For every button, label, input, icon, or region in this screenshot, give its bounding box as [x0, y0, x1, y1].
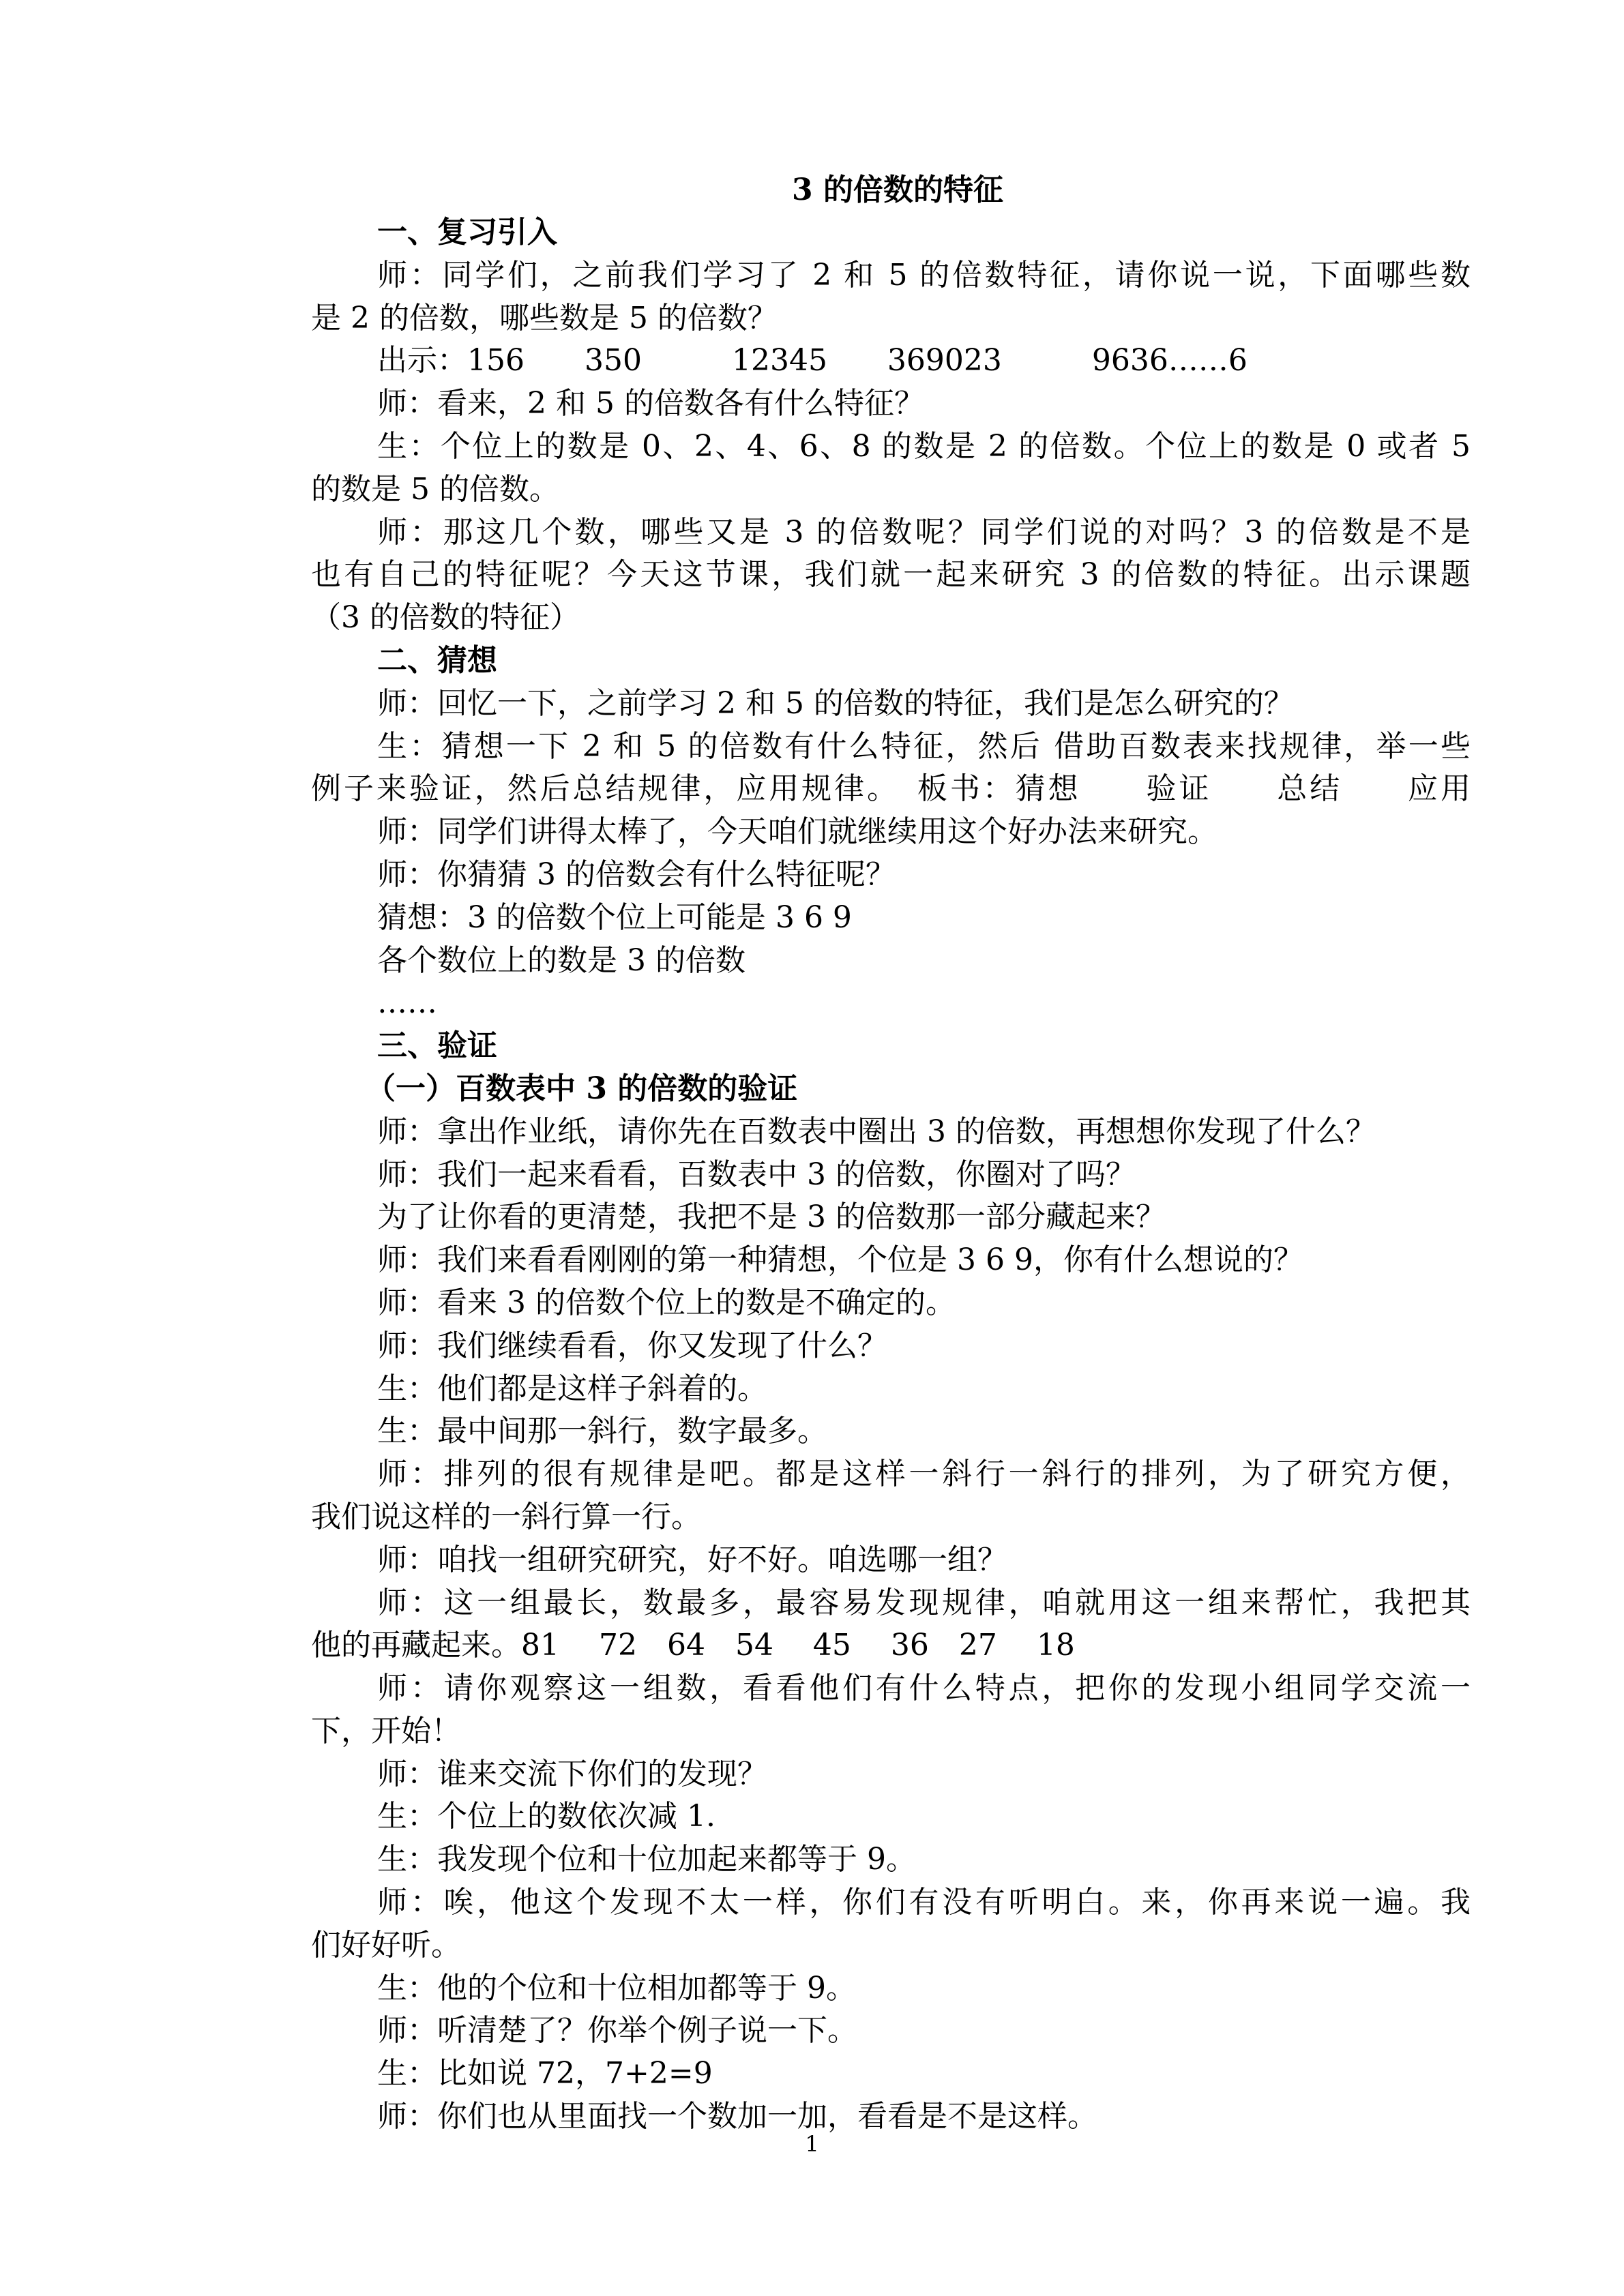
- paragraph-line: 师：听清楚了？你举个例子说一下。: [377, 2013, 857, 2048]
- paragraph-line: 他的再藏起来。81 72 64 54 45 36 27 18: [311, 1628, 1075, 1663]
- paragraph-line: 各个数位上的数是 3 的倍数: [377, 942, 745, 978]
- paragraph-line: 师：你们也从里面找一个数加一加，看看是不是这样。: [377, 2099, 1097, 2134]
- paragraph-line: ……: [377, 985, 437, 1021]
- paragraph-line: 生：最中间那一斜行，数字最多。: [377, 1414, 827, 1449]
- paragraph-line: 是 2 的倍数，哪些数是 5 的倍数？: [311, 300, 778, 336]
- paragraph-line: 为了让你看的更清楚，我把不是 3 的倍数那一部分藏起来？: [377, 1199, 1166, 1235]
- document-body: [311, 169, 1471, 2138]
- page-number: 1: [805, 2131, 819, 2157]
- paragraph-line: 师：同学们，之前我们学习了 2 和 5 的倍数特征，请你说一说，下面哪些数: [377, 257, 1471, 293]
- paragraph-line: 下，开始！: [311, 1713, 461, 1748]
- paragraph-line: 师：同学们讲得太棒了，今天咱们就继续用这个好办法来研究。: [377, 814, 1217, 850]
- paragraph-line: 师：我们来看看刚刚的第一种猜想，个位是 3 6 9，你有什么想说的？: [377, 1242, 1303, 1278]
- paragraph-line: 也有自己的特征呢？今天这节课，我们就一起来研究 3 的倍数的特征。出示课题: [311, 557, 1471, 593]
- paragraph-line: 师：我们继续看看，你又发现了什么？: [377, 1328, 887, 1363]
- paragraph-line: 们好好听。: [311, 1927, 461, 1963]
- subsection-heading-hundred-chart: （一）百数表中 3 的倍数的验证: [366, 1071, 798, 1106]
- paragraph-line: 师：这一组最长，数最多，最容易发现规律，咱就用这一组来帮忙，我把其: [377, 1585, 1471, 1620]
- paragraph-line: 师：排列的很有规律是吧。都是这样一斜行一斜行的排列，为了研究方便，: [377, 1457, 1471, 1492]
- section-heading-verify: 三、验证: [377, 1028, 497, 1064]
- paragraph-line: 师：拿出作业纸，请你先在百数表中圈出 3 的倍数，再想想你发现了什么？: [377, 1114, 1376, 1149]
- paragraph-line: 师：谁来交流下你们的发现？: [377, 1756, 767, 1791]
- paragraph-line: 师：咱找一组研究研究，好不好。咱选哪一组？: [377, 1542, 1007, 1577]
- paragraph-line: 生：个位上的数是 0、2、4、6、8 的数是 2 的倍数。个位上的数是 0 或者 5: [377, 428, 1471, 464]
- paragraph-line: 生：我发现个位和十位加起来都等于 9。: [377, 1842, 916, 1877]
- section-heading-guess: 二、猜想: [377, 642, 497, 678]
- document-title: 3 的倍数的特征: [792, 173, 1003, 207]
- paragraph-line: 师：请你观察这一组数，看看他们有什么特点，把你的发现小组同学交流一: [377, 1671, 1471, 1706]
- paragraph-line: 我们说这样的一斜行算一行。: [311, 1499, 701, 1534]
- paragraph-line: 猜想：3 的倍数个位上可能是 3 6 9: [377, 899, 852, 935]
- paragraph-line: 生：猜想一下 2 和 5 的倍数有什么特征，然后 借助百数表来找规律，举一些: [377, 728, 1471, 764]
- paragraph-line: 出示：156 350 12345 369023 9636……6: [377, 343, 1247, 378]
- paragraph-line: 师：看来，2 和 5 的倍数各有什么特征？: [377, 386, 924, 421]
- paragraph-line: 生：他们都是这样子斜着的。: [377, 1371, 767, 1406]
- paragraph-line: 师：看来 3 的倍数个位上的数是不确定的。: [377, 1285, 956, 1320]
- paragraph-line: 师：回忆一下，之前学习 2 和 5 的倍数的特征，我们是怎么研究的？: [377, 685, 1294, 721]
- paragraph-line: （3 的倍数的特征）: [311, 600, 580, 636]
- section-heading-review: 一、复习引入: [377, 215, 557, 250]
- paragraph-line: 生：个位上的数依次减 1.: [377, 1799, 715, 1834]
- paragraph-line: 师：我们一起来看看，百数表中 3 的倍数，你圈对了吗？: [377, 1157, 1136, 1192]
- paragraph-line: 师：你猜猜 3 的倍数会有什么特征呢？: [377, 856, 896, 892]
- paragraph-line: 例子来验证，然后总结规律，应用规律。 板书：猜想 验证 总结 应用: [311, 771, 1471, 807]
- paragraph-line: 师：唉，他这个发现不太一样，你们有没有听明白。来，你再来说一遍。我: [377, 1885, 1471, 1920]
- paragraph-line: 的数是 5 的倍数。: [311, 471, 559, 507]
- paragraph-line: 生：比如说 72，7+2=9: [377, 2056, 713, 2091]
- paragraph-line: 师：那这几个数，哪些又是 3 的倍数呢？同学们说的对吗？3 的倍数是不是: [377, 514, 1471, 550]
- paragraph-line: 生：他的个位和十位相加都等于 9。: [377, 1970, 856, 2006]
